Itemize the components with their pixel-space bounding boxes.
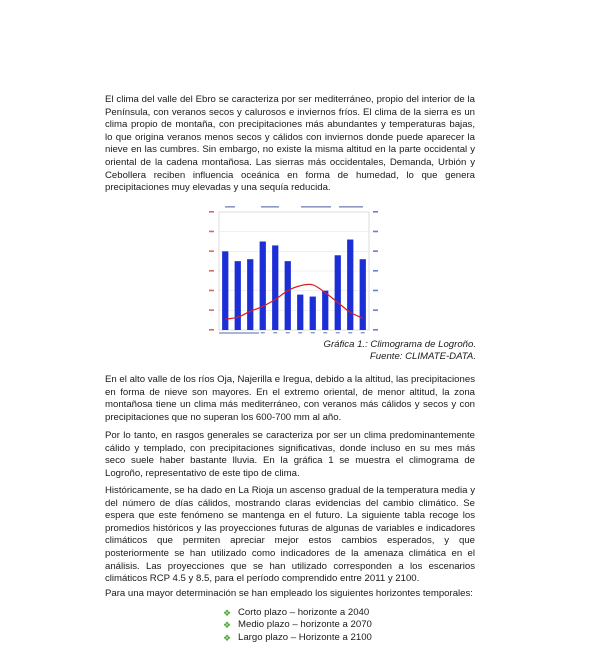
list-item <box>222 607 372 619</box>
horizon-list <box>222 607 372 644</box>
header-mark <box>225 206 235 208</box>
left-tick-mark <box>209 231 214 233</box>
right-tick-mark <box>373 290 378 292</box>
right-tick-mark <box>373 270 378 272</box>
month-tick-mark <box>261 332 265 333</box>
month-tick-mark <box>298 332 302 333</box>
diamond-bullet-icon: ❖ <box>222 608 232 618</box>
month-tick-mark <box>311 332 315 333</box>
diamond-bullet-icon: ❖ <box>222 632 232 643</box>
left-tick-mark <box>209 290 214 292</box>
left-tick-mark <box>209 270 214 272</box>
month-tick-mark <box>286 332 290 333</box>
precipitation-bar <box>297 295 303 330</box>
precipitation-bar <box>272 245 278 330</box>
paragraph-rasgos-generales: Por lo tanto, en rasgos generales se caracteriza por ser un clima predominantemente cálido y templado, con precipitaciones significativas, donde incluso en su mes más seco suele haber bastante lluvia. En la gráfica 1 se muestra el climograma de Logroño, representativo de este tipo de clima. <box>105 430 475 479</box>
list-item-text: Medio plazo – horizonte a 2070 <box>238 619 372 631</box>
caption-title: Gráfica 1.: Climograma de Logroño. <box>323 339 476 350</box>
left-tick-mark <box>209 211 214 213</box>
precipitation-bar <box>247 259 253 330</box>
month-tick-mark <box>323 332 327 333</box>
precipitation-bar <box>322 291 328 330</box>
right-tick-mark <box>373 211 378 213</box>
list-item <box>222 619 372 631</box>
copyright-mark <box>219 332 259 334</box>
precipitation-bar <box>285 261 291 330</box>
right-tick-mark <box>373 329 378 331</box>
figure-caption <box>240 339 476 364</box>
caption-source: Fuente: CLIMATE-DATA. <box>369 351 476 363</box>
paragraph-climate-ebro: El clima del valle del Ebro se caracteriza por ser mediterráneo, propio del interior de la Península, con veranos secos y calurosos e inviernos fríos. El clima de la sierra es un clima propio de montaña, con precipitaciones más abundantes y temperaturas bajas, lo que origina veranos menos secos y cálidos con inviernos donde puede aparecer la nieve en las cumbres. Sin embargo, no existe la misma altitud en la parte occidental y oriental de la cadena montañosa. Las sierras más occidentales, Demanda, Urbión y Cebollera reciben influencia oceánica en forma de humedad, lo que genera precipitaciones muy elevadas y una sequía reducida. <box>105 94 475 194</box>
paragraph-historico: Históricamente, se ha dado en La Rioja un ascenso gradual de la temperatura media y del número de días cálidos, mostrando claras evidencias del cambio climático. Se espera que este fenómeno se mantenga en el futuro. La siguiente tabla recoge los promedios históricos y las proyecciones futuras de algunas de variables e indicadores climáticos que permiten apreciar mejor estos cambios esperados, y que posteriormente se han utilizado como indicadores de la amenaza climática en el análisis. Las proyecciones que se han utilizado corresponden a los escenarios climáticos RCP 4.5 y 8.5, para el período comprendido entre 2011 y 2100. <box>105 485 475 585</box>
list-item-text: Corto plazo – horizonte a 2040 <box>238 607 370 618</box>
month-tick-mark <box>348 332 352 333</box>
month-tick-mark <box>273 332 277 333</box>
diamond-bullet-icon: ❖ <box>222 620 232 631</box>
precipitation-bar <box>360 259 366 330</box>
header-mark <box>261 206 279 208</box>
precipitation-bar <box>222 251 228 330</box>
header-mark <box>339 206 363 208</box>
left-tick-mark <box>209 309 214 311</box>
precipitation-bar <box>260 242 266 331</box>
paragraph-alto-valle: En el alto valle de los ríos Oja, Najerilla e Iregua, debido a la altitud, las precipitaciones en forma de nieve son mayores. En el extremo oriental, de menor altitud, la zona montañosa tiene un clima más mediterráneo, con veranos más cálidos y secos y con precipitaciones que no superan los 600-700 mm al año. <box>105 374 475 423</box>
left-tick-mark <box>209 329 214 331</box>
precipitation-bar <box>335 255 341 330</box>
month-tick-mark <box>336 332 340 333</box>
right-tick-mark <box>373 250 378 252</box>
climograph-chart <box>205 202 381 338</box>
precipitation-bar <box>310 297 316 330</box>
right-tick-mark <box>373 231 378 233</box>
precipitation-bar <box>235 261 241 330</box>
right-tick-mark <box>373 309 378 311</box>
header-mark <box>301 206 331 208</box>
paragraph-horizontes: Para una mayor determinación se han empleado los siguientes horizontes temporales: <box>105 588 473 599</box>
left-tick-mark <box>209 250 214 252</box>
list-item <box>222 632 372 644</box>
precipitation-bar <box>347 240 353 330</box>
month-tick-mark <box>361 332 365 333</box>
list-item-text: Largo plazo – Horizonte a 2100 <box>238 631 372 643</box>
